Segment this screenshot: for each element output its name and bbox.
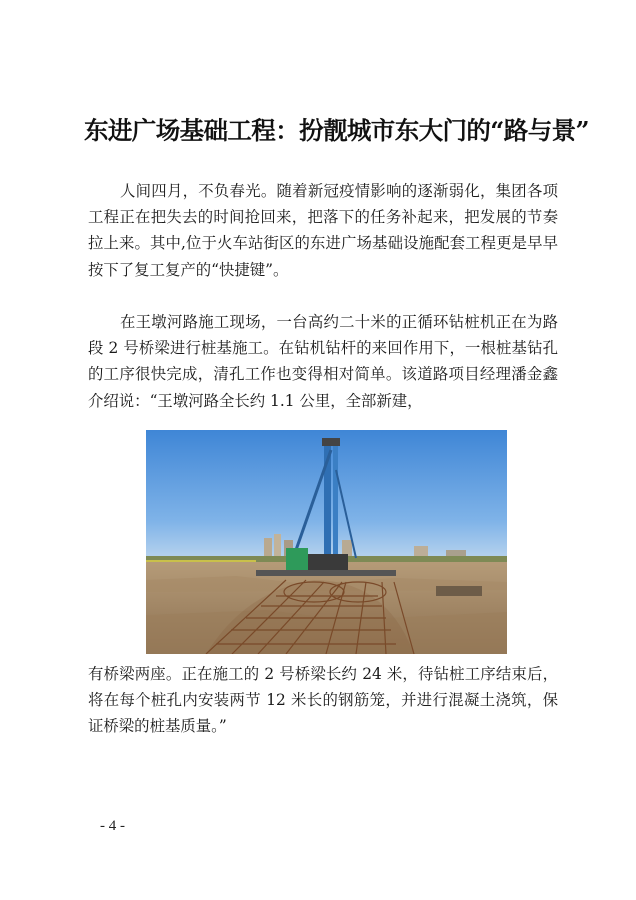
paragraph-2: 在王墩河路施工现场，一台高约二十米的正循环钻桩机正在为路段 2 号桥梁进行桩基施工。在钻机钻杆的来回作用下，一根桩基钻孔的工序很快完成，清孔工作也变得相对简单。该道路项目经理潘金鑫介绍说：“王墩河路全长约 1.1 公里，全部新建，	[88, 313, 558, 410]
page-title: 东进广场基础工程：扮靓城市东大门的“路与景”	[84, 116, 589, 145]
paragraph-1: 人间四月，不负春光。随着新冠疫情影响的逐渐弱化，集团各项工程正在把失去的时间抢回来，把落下的任务补起来，把发展的节奏拉上来。其中,位于火车站街区的东进广场基础设施配套工程更是早早按下了复工复产的“快捷键”。	[88, 182, 558, 279]
page-number: - 4 -	[100, 818, 125, 834]
paragraph-3: 有桥梁两座。正在施工的 2 号桥梁长约 24 米，待钻桩工序结束后，将在每个桩孔内安装两节 12 米长的钢筋笼，并进行混凝土浇筑，保证桥梁的桩基质量。”	[88, 665, 558, 736]
construction-site-photo	[146, 430, 507, 654]
